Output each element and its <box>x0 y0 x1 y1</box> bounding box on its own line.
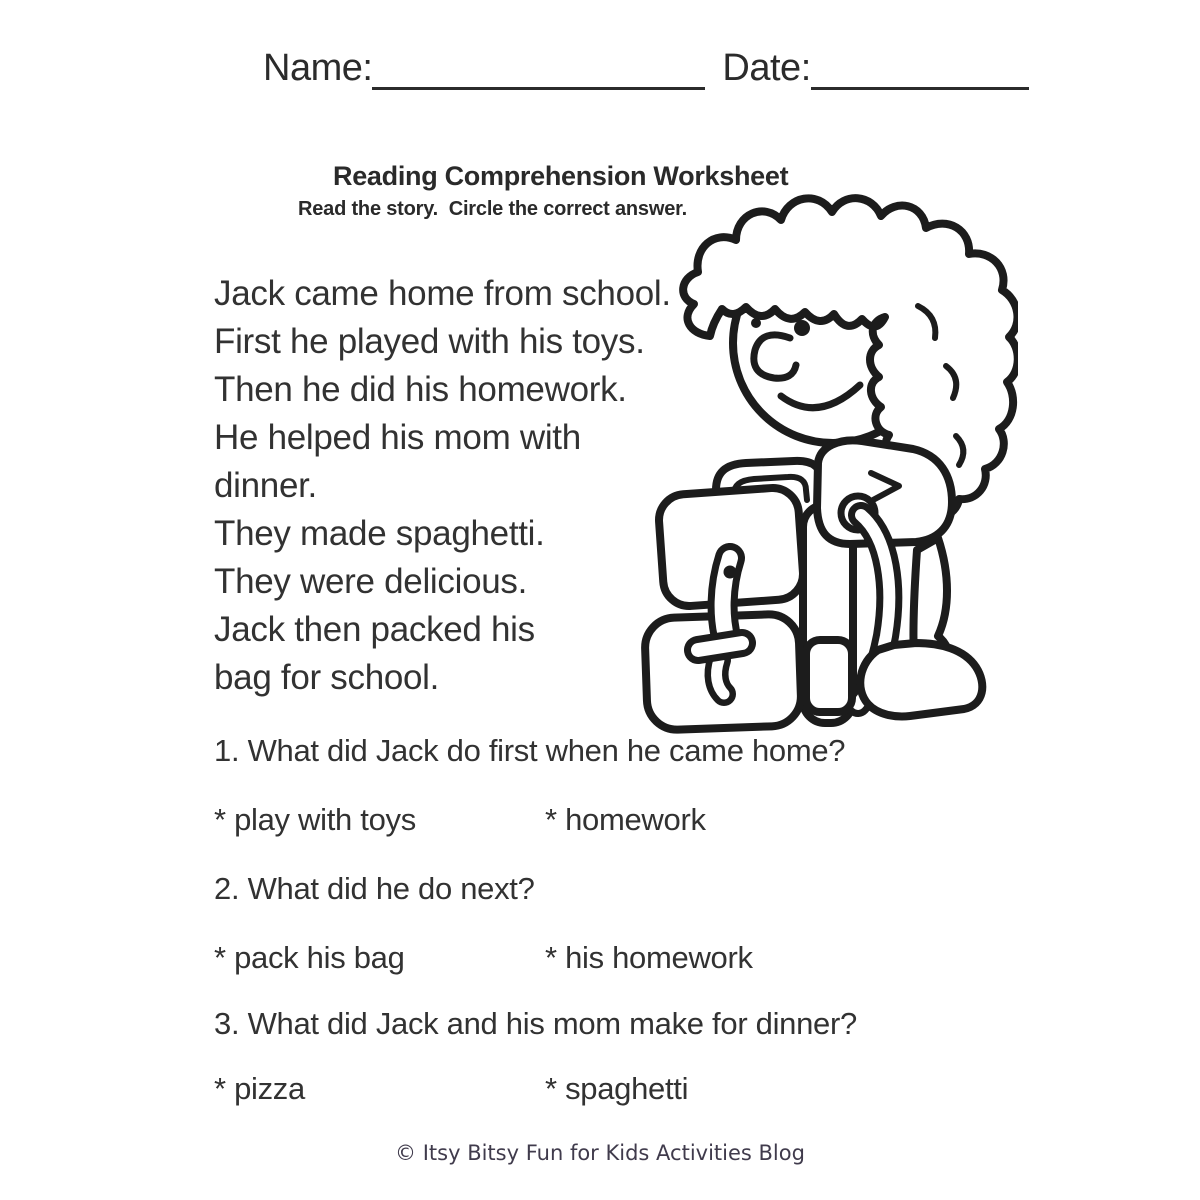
question-1-option-2[interactable]: * homework <box>545 802 706 837</box>
story-line: They were delicious. <box>214 562 528 601</box>
story-line: First he played with his toys. <box>214 322 645 361</box>
story-line: dinner. <box>214 466 317 505</box>
question-1-option-1[interactable]: * play with toys <box>214 802 416 837</box>
story-line: Jack then packed his <box>214 610 535 649</box>
name-date-header <box>263 46 1029 90</box>
question-3-option-1[interactable]: * pizza <box>214 1071 305 1106</box>
backpack-side-pocket <box>806 640 852 712</box>
story-line: bag for school. <box>214 658 440 697</box>
boy-shoe <box>860 643 982 717</box>
story-line: Jack came home from school. <box>214 274 671 313</box>
question-2-options <box>214 940 753 976</box>
question-1-text: 1. What did Jack do first when he came home? <box>214 733 846 768</box>
name-label: Name: <box>263 47 373 89</box>
question-3-text: 3. What did Jack and his mom make for dinner? <box>214 1006 857 1041</box>
question-2-option-2[interactable]: * his homework <box>545 940 753 975</box>
question-1-options <box>214 802 706 838</box>
question-3-options <box>214 1071 688 1107</box>
story-line: He helped his mom with <box>214 418 581 457</box>
story-line: Then he did his homework. <box>214 370 627 409</box>
buckle-hole <box>724 566 737 579</box>
worksheet-title: Reading Comprehension Worksheet <box>333 161 789 191</box>
date-label: Date: <box>722 47 811 89</box>
question-3-option-2[interactable]: * spaghetti <box>545 1071 689 1106</box>
boy-with-backpack-illustration <box>618 188 1018 748</box>
copyright-credit: © Itsy Bitsy Fun for Kids Activities Blog <box>395 1141 805 1165</box>
story-text <box>214 270 671 702</box>
worksheet-instructions: Read the story. Circle the correct answer. <box>298 198 687 220</box>
name-fill-line[interactable] <box>372 47 705 90</box>
story-line: They made spaghetti. <box>214 514 545 553</box>
date-fill-line[interactable] <box>811 47 1029 90</box>
question-2-text: 2. What did he do next? <box>214 871 535 906</box>
question-2-option-1[interactable]: * pack his bag <box>214 940 405 975</box>
